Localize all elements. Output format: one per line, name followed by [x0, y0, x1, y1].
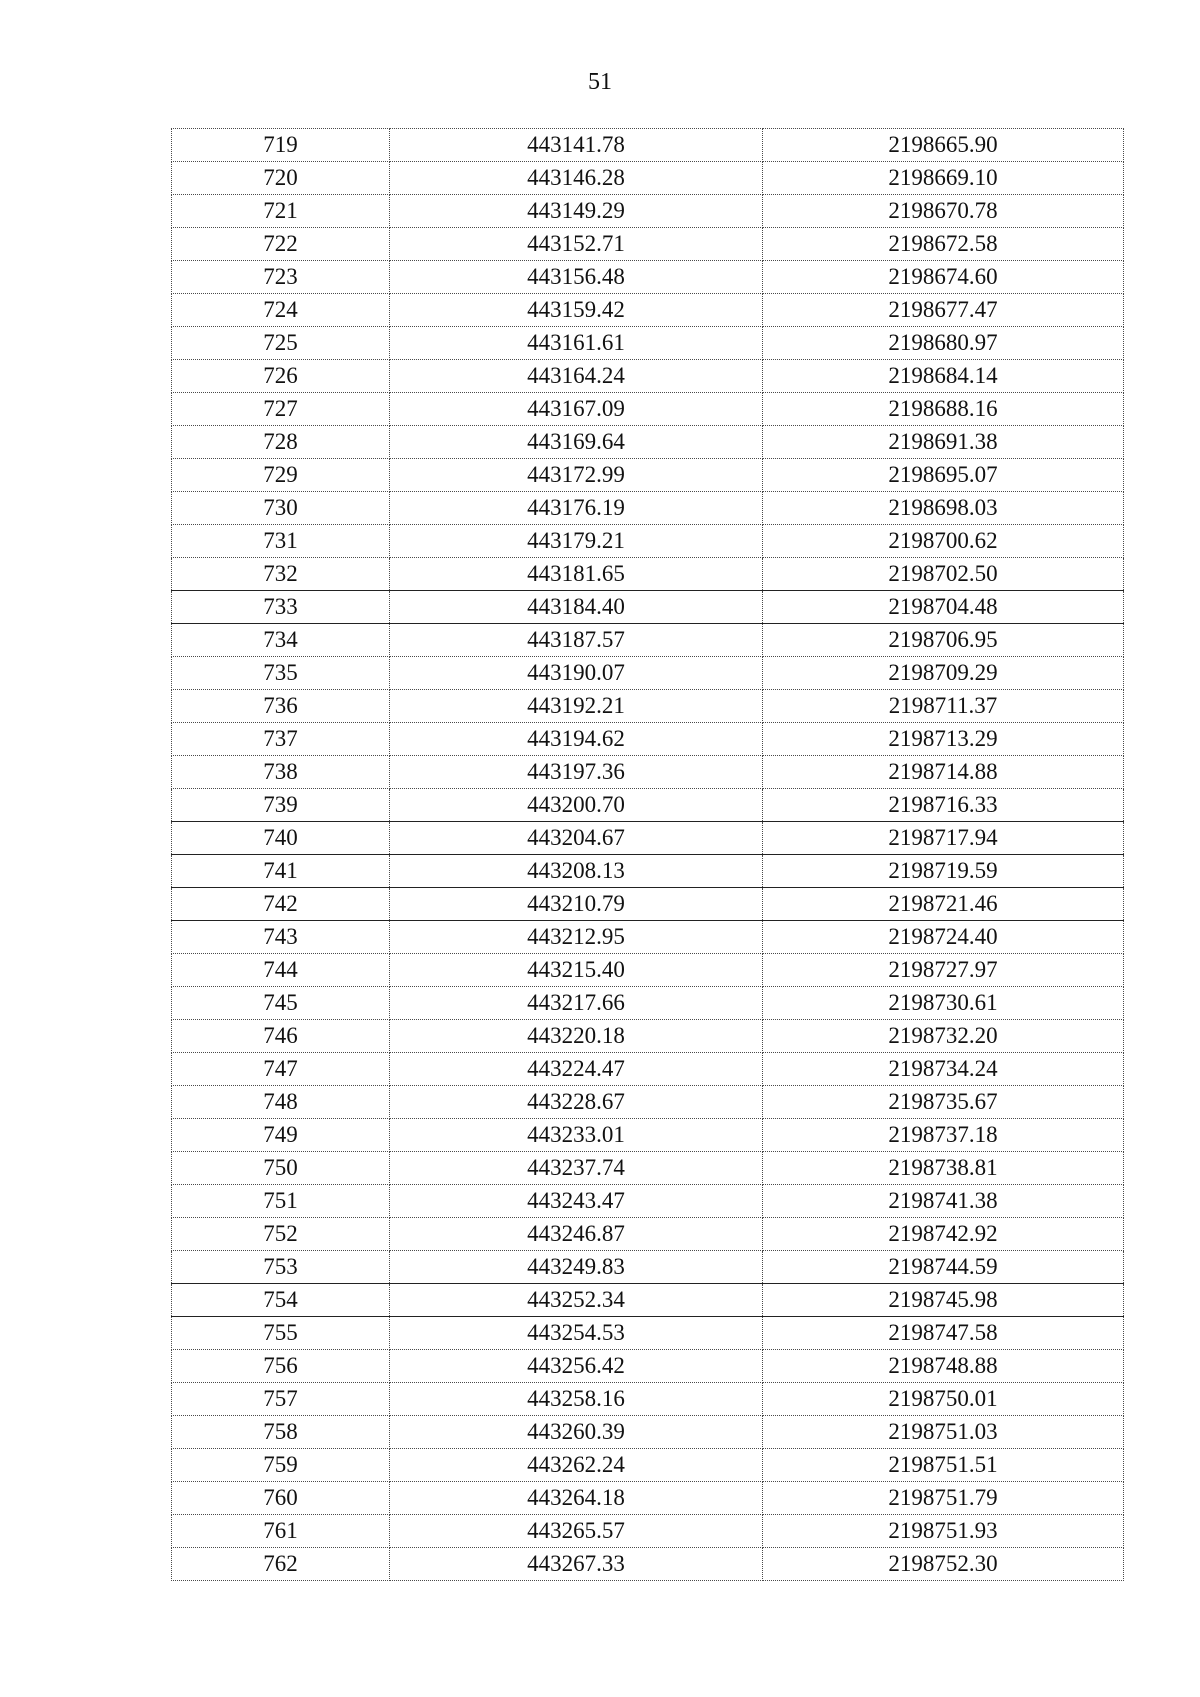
y-coordinate-cell: 2198730.61 [763, 987, 1124, 1020]
point-number-cell: 726 [172, 360, 390, 393]
point-number-cell: 721 [172, 195, 390, 228]
y-coordinate-cell: 2198700.62 [763, 525, 1124, 558]
point-number-cell: 740 [172, 822, 390, 855]
table-row [172, 1350, 1124, 1383]
x-coordinate-cell: 443246.87 [390, 1218, 763, 1251]
x-coordinate-cell: 443264.18 [390, 1482, 763, 1515]
point-number-cell: 753 [172, 1251, 390, 1284]
page-number: 51 [588, 69, 612, 95]
table-row [172, 162, 1124, 195]
table-row [172, 756, 1124, 789]
table-row [172, 822, 1124, 855]
x-coordinate-cell: 443149.29 [390, 195, 763, 228]
table-row [172, 261, 1124, 294]
y-coordinate-cell: 2198748.88 [763, 1350, 1124, 1383]
point-number-cell: 722 [172, 228, 390, 261]
point-number-cell: 731 [172, 525, 390, 558]
table-row [172, 954, 1124, 987]
y-coordinate-cell: 2198747.58 [763, 1317, 1124, 1350]
x-coordinate-cell: 443184.40 [390, 591, 763, 624]
y-coordinate-cell: 2198751.51 [763, 1449, 1124, 1482]
y-coordinate-cell: 2198674.60 [763, 261, 1124, 294]
x-coordinate-cell: 443258.16 [390, 1383, 763, 1416]
x-coordinate-cell: 443228.67 [390, 1086, 763, 1119]
table-row [172, 1251, 1124, 1284]
point-number-cell: 728 [172, 426, 390, 459]
table-row [172, 1086, 1124, 1119]
point-number-cell: 745 [172, 987, 390, 1020]
table-row [172, 657, 1124, 690]
table-row [172, 1317, 1124, 1350]
y-coordinate-cell: 2198719.59 [763, 855, 1124, 888]
table-row [172, 1185, 1124, 1218]
table-row [172, 1416, 1124, 1449]
y-coordinate-cell: 2198704.48 [763, 591, 1124, 624]
point-number-cell: 735 [172, 657, 390, 690]
table-row [172, 888, 1124, 921]
table-row [172, 558, 1124, 591]
y-coordinate-cell: 2198670.78 [763, 195, 1124, 228]
x-coordinate-cell: 443197.36 [390, 756, 763, 789]
table-row [172, 1218, 1124, 1251]
x-coordinate-cell: 443159.42 [390, 294, 763, 327]
x-coordinate-cell: 443141.78 [390, 129, 763, 162]
x-coordinate-cell: 443212.95 [390, 921, 763, 954]
y-coordinate-cell: 2198672.58 [763, 228, 1124, 261]
y-coordinate-cell: 2198706.95 [763, 624, 1124, 657]
point-number-cell: 742 [172, 888, 390, 921]
x-coordinate-cell: 443164.24 [390, 360, 763, 393]
x-coordinate-cell: 443146.28 [390, 162, 763, 195]
table-row [172, 1119, 1124, 1152]
y-coordinate-cell: 2198735.67 [763, 1086, 1124, 1119]
point-number-cell: 741 [172, 855, 390, 888]
y-coordinate-cell: 2198721.46 [763, 888, 1124, 921]
table-row [172, 1449, 1124, 1482]
point-number-cell: 744 [172, 954, 390, 987]
x-coordinate-cell: 443190.07 [390, 657, 763, 690]
point-number-cell: 733 [172, 591, 390, 624]
y-coordinate-cell: 2198751.03 [763, 1416, 1124, 1449]
point-number-cell: 758 [172, 1416, 390, 1449]
table-row [172, 690, 1124, 723]
y-coordinate-cell: 2198751.79 [763, 1482, 1124, 1515]
point-number-cell: 750 [172, 1152, 390, 1185]
y-coordinate-cell: 2198677.47 [763, 294, 1124, 327]
table-row [172, 921, 1124, 954]
x-coordinate-cell: 443265.57 [390, 1515, 763, 1548]
x-coordinate-cell: 443187.57 [390, 624, 763, 657]
x-coordinate-cell: 443181.65 [390, 558, 763, 591]
y-coordinate-cell: 2198745.98 [763, 1284, 1124, 1317]
x-coordinate-cell: 443156.48 [390, 261, 763, 294]
x-coordinate-cell: 443176.19 [390, 492, 763, 525]
y-coordinate-cell: 2198752.30 [763, 1548, 1124, 1581]
table-row [172, 1020, 1124, 1053]
y-coordinate-cell: 2198709.29 [763, 657, 1124, 690]
table-row [172, 1482, 1124, 1515]
x-coordinate-cell: 443262.24 [390, 1449, 763, 1482]
table-row [172, 459, 1124, 492]
x-coordinate-cell: 443243.47 [390, 1185, 763, 1218]
point-number-cell: 734 [172, 624, 390, 657]
table-row [172, 1515, 1124, 1548]
x-coordinate-cell: 443252.34 [390, 1284, 763, 1317]
y-coordinate-cell: 2198727.97 [763, 954, 1124, 987]
point-number-cell: 725 [172, 327, 390, 360]
x-coordinate-cell: 443254.53 [390, 1317, 763, 1350]
point-number-cell: 736 [172, 690, 390, 723]
x-coordinate-cell: 443217.66 [390, 987, 763, 1020]
point-number-cell: 754 [172, 1284, 390, 1317]
point-number-cell: 760 [172, 1482, 390, 1515]
y-coordinate-cell: 2198744.59 [763, 1251, 1124, 1284]
y-coordinate-cell: 2198737.18 [763, 1119, 1124, 1152]
x-coordinate-cell: 443192.21 [390, 690, 763, 723]
table-row [172, 987, 1124, 1020]
y-coordinate-cell: 2198680.97 [763, 327, 1124, 360]
y-coordinate-cell: 2198716.33 [763, 789, 1124, 822]
table-row [172, 1383, 1124, 1416]
x-coordinate-cell: 443256.42 [390, 1350, 763, 1383]
x-coordinate-cell: 443237.74 [390, 1152, 763, 1185]
table-row [172, 426, 1124, 459]
y-coordinate-cell: 2198750.01 [763, 1383, 1124, 1416]
y-coordinate-cell: 2198714.88 [763, 756, 1124, 789]
x-coordinate-cell: 443194.62 [390, 723, 763, 756]
table-row [172, 1284, 1124, 1317]
y-coordinate-cell: 2198724.40 [763, 921, 1124, 954]
point-number-cell: 719 [172, 129, 390, 162]
table-row [172, 492, 1124, 525]
point-number-cell: 723 [172, 261, 390, 294]
x-coordinate-cell: 443172.99 [390, 459, 763, 492]
x-coordinate-cell: 443167.09 [390, 393, 763, 426]
y-coordinate-cell: 2198698.03 [763, 492, 1124, 525]
table-row [172, 294, 1124, 327]
table-row [172, 228, 1124, 261]
x-coordinate-cell: 443215.40 [390, 954, 763, 987]
y-coordinate-cell: 2198665.90 [763, 129, 1124, 162]
x-coordinate-cell: 443169.64 [390, 426, 763, 459]
table-row [172, 129, 1124, 162]
y-coordinate-cell: 2198742.92 [763, 1218, 1124, 1251]
table-row [172, 1548, 1124, 1581]
x-coordinate-cell: 443267.33 [390, 1548, 763, 1581]
table-row [172, 723, 1124, 756]
point-number-cell: 746 [172, 1020, 390, 1053]
x-coordinate-cell: 443210.79 [390, 888, 763, 921]
point-number-cell: 724 [172, 294, 390, 327]
x-coordinate-cell: 443161.61 [390, 327, 763, 360]
point-number-cell: 730 [172, 492, 390, 525]
y-coordinate-cell: 2198711.37 [763, 690, 1124, 723]
y-coordinate-cell: 2198741.38 [763, 1185, 1124, 1218]
table-row [172, 360, 1124, 393]
point-number-cell: 747 [172, 1053, 390, 1086]
point-number-cell: 738 [172, 756, 390, 789]
x-coordinate-cell: 443233.01 [390, 1119, 763, 1152]
point-number-cell: 739 [172, 789, 390, 822]
x-coordinate-cell: 443249.83 [390, 1251, 763, 1284]
point-number-cell: 737 [172, 723, 390, 756]
point-number-cell: 748 [172, 1086, 390, 1119]
table-row [172, 195, 1124, 228]
x-coordinate-cell: 443224.47 [390, 1053, 763, 1086]
coordinates-table-body [172, 129, 1124, 1581]
x-coordinate-cell: 443152.71 [390, 228, 763, 261]
x-coordinate-cell: 443200.70 [390, 789, 763, 822]
y-coordinate-cell: 2198738.81 [763, 1152, 1124, 1185]
table-row [172, 327, 1124, 360]
y-coordinate-cell: 2198669.10 [763, 162, 1124, 195]
table-row [172, 624, 1124, 657]
point-number-cell: 757 [172, 1383, 390, 1416]
table-row [172, 525, 1124, 558]
point-number-cell: 752 [172, 1218, 390, 1251]
x-coordinate-cell: 443260.39 [390, 1416, 763, 1449]
y-coordinate-cell: 2198751.93 [763, 1515, 1124, 1548]
y-coordinate-cell: 2198688.16 [763, 393, 1124, 426]
point-number-cell: 732 [172, 558, 390, 591]
y-coordinate-cell: 2198691.38 [763, 426, 1124, 459]
x-coordinate-cell: 443179.21 [390, 525, 763, 558]
point-number-cell: 727 [172, 393, 390, 426]
point-number-cell: 756 [172, 1350, 390, 1383]
x-coordinate-cell: 443220.18 [390, 1020, 763, 1053]
table-row [172, 1053, 1124, 1086]
point-number-cell: 729 [172, 459, 390, 492]
x-coordinate-cell: 443204.67 [390, 822, 763, 855]
point-number-cell: 751 [172, 1185, 390, 1218]
point-number-cell: 762 [172, 1548, 390, 1581]
table-row [172, 855, 1124, 888]
y-coordinate-cell: 2198695.07 [763, 459, 1124, 492]
point-number-cell: 720 [172, 162, 390, 195]
point-number-cell: 761 [172, 1515, 390, 1548]
y-coordinate-cell: 2198702.50 [763, 558, 1124, 591]
coordinates-table [171, 128, 1124, 1581]
table-row [172, 1152, 1124, 1185]
point-number-cell: 743 [172, 921, 390, 954]
table-row [172, 789, 1124, 822]
x-coordinate-cell: 443208.13 [390, 855, 763, 888]
point-number-cell: 759 [172, 1449, 390, 1482]
table-row [172, 591, 1124, 624]
y-coordinate-cell: 2198713.29 [763, 723, 1124, 756]
table-row [172, 393, 1124, 426]
y-coordinate-cell: 2198717.94 [763, 822, 1124, 855]
point-number-cell: 755 [172, 1317, 390, 1350]
point-number-cell: 749 [172, 1119, 390, 1152]
y-coordinate-cell: 2198684.14 [763, 360, 1124, 393]
y-coordinate-cell: 2198734.24 [763, 1053, 1124, 1086]
y-coordinate-cell: 2198732.20 [763, 1020, 1124, 1053]
